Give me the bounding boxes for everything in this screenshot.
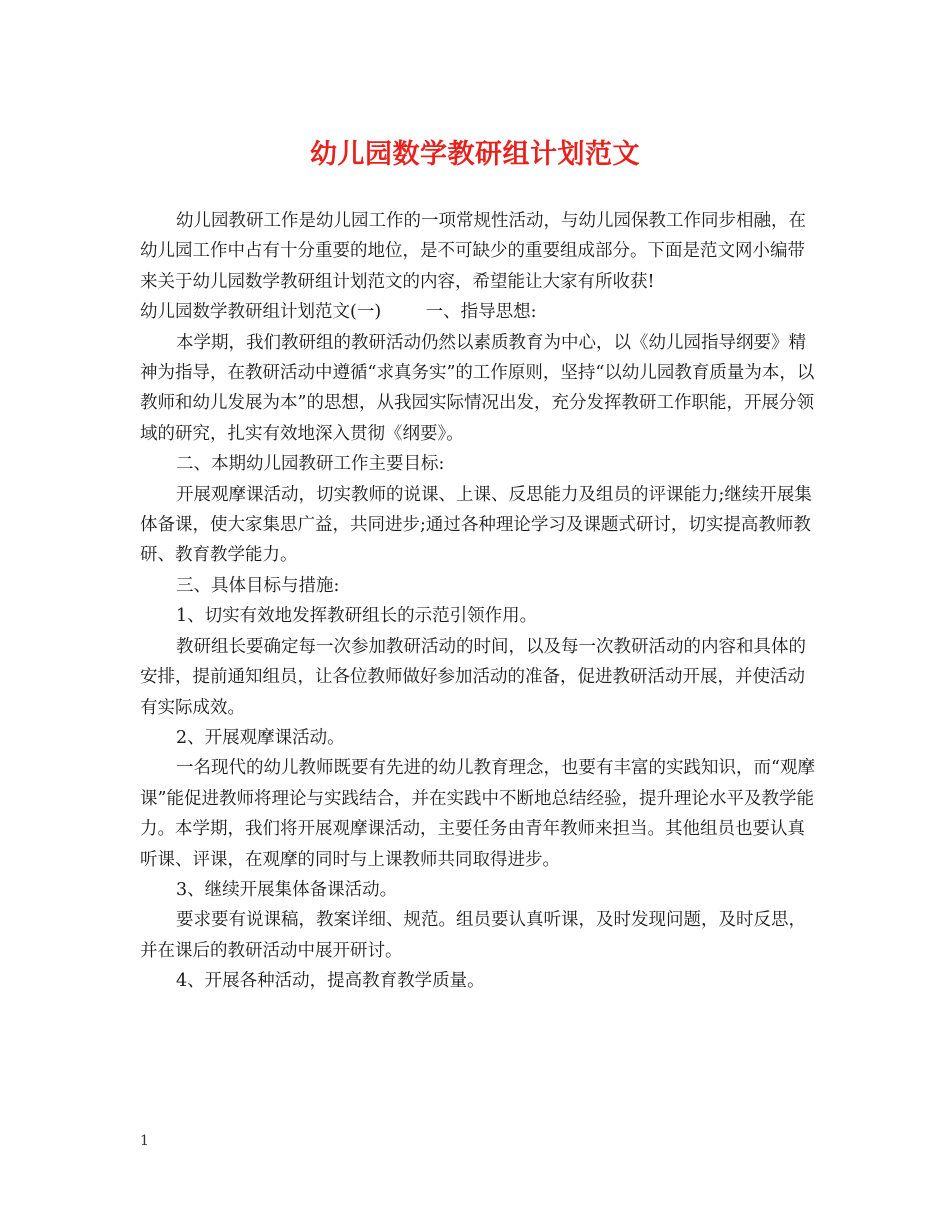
item1-paragraph: 教研组长要确定每一次参加教研活动的时间，以及每一次教研活动的内容和具体的安排，提前通知组员，让各位教师做好参加活动的准备，促进教研活动开展，并使活动有实际成效。	[140, 636, 806, 718]
page-number: 1	[140, 1133, 149, 1149]
section2-heading: 二、本期幼儿园教研工作主要目标:	[176, 454, 445, 475]
item3-heading: 3、继续开展集体备课活动。	[176, 879, 398, 900]
plan-heading-line	[140, 297, 816, 327]
document-body	[140, 206, 816, 997]
section3-heading: 三、具体目标与措施:	[176, 575, 340, 596]
intro-paragraph: 幼儿园教研工作是幼儿园工作的一项常规性活动，与幼儿园保教工作同步相融，在幼儿园工作中占有十分重要的地位，是不可缺少的重要组成部分。下面是范文网小编带来关于幼儿园数学教研组计划范文的内容，希望能让大家有所收获!	[140, 211, 806, 292]
section1-heading: 一、指导思想:	[425, 302, 537, 323]
item1-heading: 1、切实有效地发挥教研组长的示范引领作用。	[176, 606, 538, 627]
item4-heading: 4、开展各种活动，提高教育教学质量。	[176, 971, 485, 992]
document-title: 幼儿园数学教研组计划范文	[310, 139, 640, 170]
section2-paragraph: 开展观摩课活动，切实教师的说课、上课、反思能力及组员的评课能力;继续开展集体备课，使大家集思广益，共同进步;通过各种理论学习及课题式研讨，切实提高教师教研、教育教学能力。	[140, 484, 812, 566]
plan-heading: 幼儿园数学教研组计划范文(一)	[140, 302, 382, 323]
section1-paragraph: 本学期，我们教研组的教研活动仍然以素质教育为中心，以《幼儿园指导纲要》精神为指导，在教研活动中遵循“求真务实”的工作原则，坚持“以幼儿园教育质量为本，以教师和幼儿发展为本”的思想，从我园实际情况出发，充分发挥教研工作职能，开展分领域的研究，扎实有效地深入贯彻《纲要》。	[140, 332, 815, 444]
item2-heading: 2、开展观摩课活动。	[176, 727, 345, 748]
item2-paragraph: 一名现代的幼儿教师既要有先进的幼儿教育理念，也要有丰富的实践知识，而“观摩课”能促进教师将理论与实践结合，并在实践中不断地总结经验，提升理论水平及教学能力。本学期，我们将开展观摩课活动，主要任务由青年教师来担当。其他组员也要认真听课、评课，在观摩的同时与上课教师共同取得进步。	[140, 758, 815, 870]
item3-paragraph: 要求要有说课稿，教案详细、规范。组员要认真听课，及时发现问题，及时反思，并在课后的教研活动中展开研讨。	[140, 910, 806, 961]
